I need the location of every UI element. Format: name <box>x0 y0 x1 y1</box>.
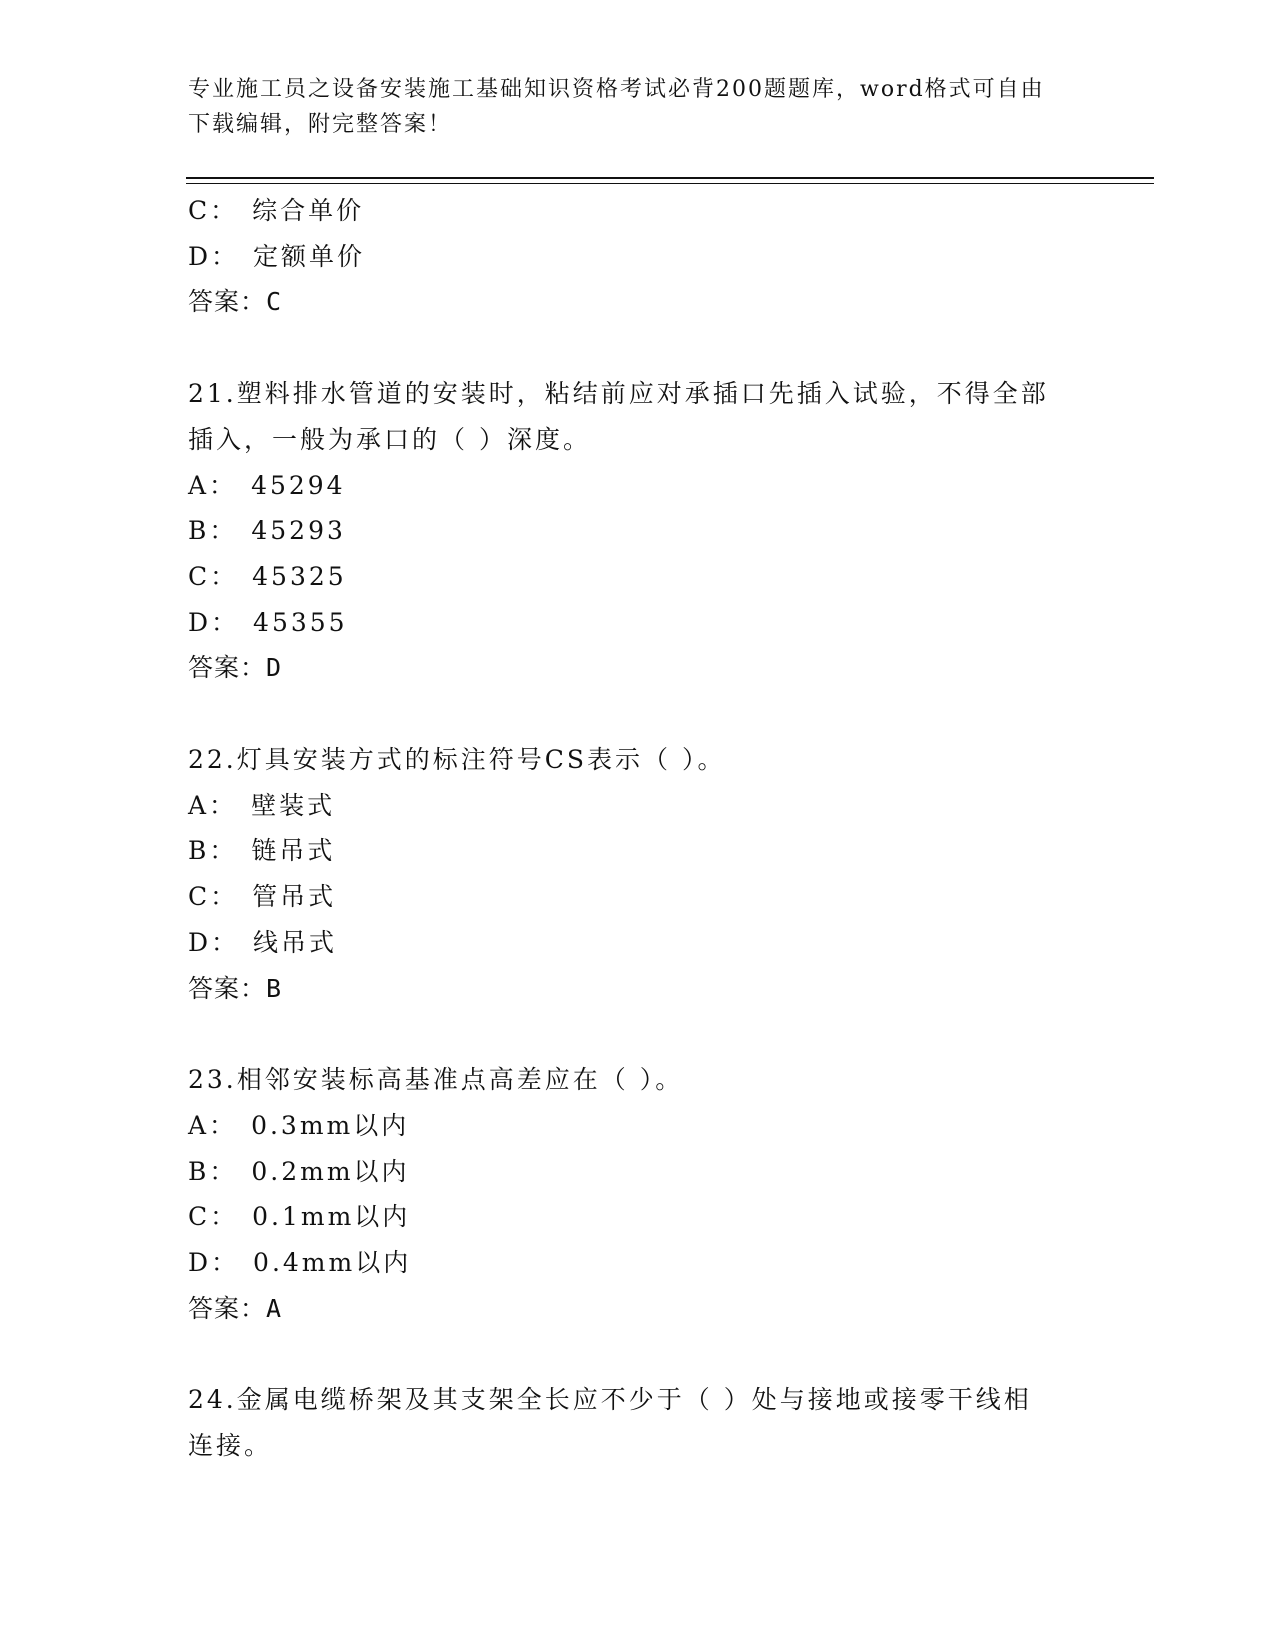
option-c: C： 综合单价 <box>188 196 365 225</box>
question-24 <box>188 1377 1088 1468</box>
option-a: A： 壁装式 <box>188 790 336 820</box>
option-d: D： 定额单价 <box>188 241 366 271</box>
option-a: A： 0.3mm以内 <box>188 1110 410 1140</box>
question-stem-line-1: 24.金属电缆桥架及其支架全长应不少于（ ）处与接地或接零干线相 <box>188 1385 1032 1415</box>
header-title-line-1: 专业施工员之设备安装施工基础知识资格考试必背200题题库，word格式可自由 <box>188 77 1045 102</box>
option-c: C： 管吊式 <box>188 882 337 912</box>
option-a: A： 45294 <box>188 470 346 500</box>
option-c: C： 0.1mm以内 <box>188 1202 411 1232</box>
header-divider-thick <box>186 177 1154 179</box>
question-21 <box>188 371 1088 691</box>
question-list <box>188 188 1088 1469</box>
question-22 <box>188 737 1088 1011</box>
question-stem-line-1: 23.相邻安装标高基准点高差应在（ ）。 <box>188 1065 684 1095</box>
answer-line: 答案：A <box>188 1293 283 1323</box>
question-stem-line-2: 连接。 <box>188 1431 273 1461</box>
continued-question <box>188 188 1088 325</box>
answer-line: 答案：D <box>188 653 283 683</box>
header-divider-thin <box>186 183 1154 184</box>
header-title-line-2: 下载编辑，附完整答案！ <box>188 112 453 137</box>
option-b: B： 0.2mm以内 <box>188 1156 410 1186</box>
option-d: D： 45355 <box>188 607 348 637</box>
document-header <box>188 72 1088 142</box>
option-b: B： 链吊式 <box>188 836 336 866</box>
option-b: B： 45293 <box>188 516 346 546</box>
option-c: C： 45325 <box>188 561 347 591</box>
answer-line: 答案：C <box>188 287 283 317</box>
question-23 <box>188 1057 1088 1331</box>
option-d: D： 线吊式 <box>188 927 338 957</box>
option-d: D： 0.4mm以内 <box>188 1248 412 1278</box>
question-stem-line-1: 21.塑料排水管道的安装时，粘结前应对承插口先插入试验，不得全部 <box>188 379 1049 409</box>
question-stem-line-2: 插入，一般为承口的（ ）深度。 <box>188 424 591 454</box>
question-stem-line-1: 22.灯具安装方式的标注符号CS表示（ ）。 <box>188 745 726 775</box>
answer-line: 答案：B <box>188 973 283 1003</box>
